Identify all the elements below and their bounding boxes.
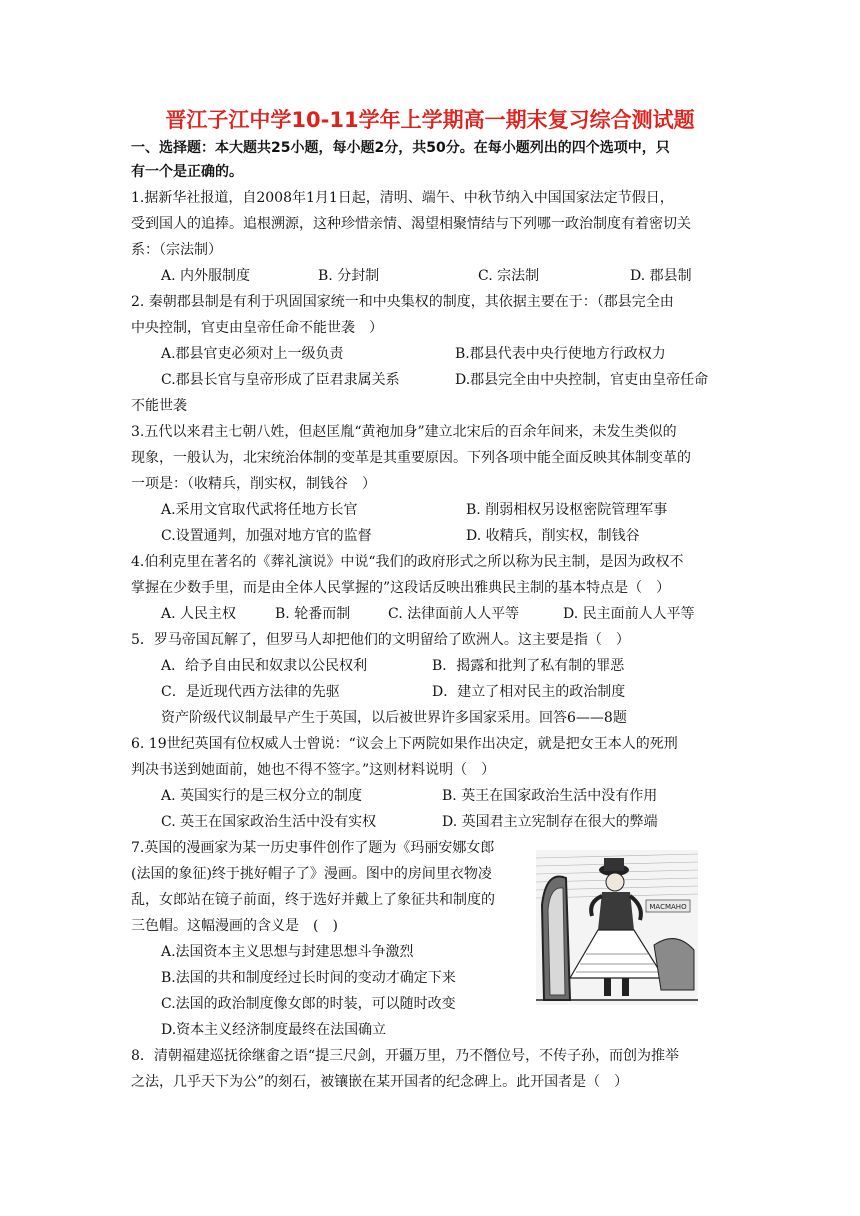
q4-text-line1: 4.伯利克里在著名的《葬礼演说》中说“我们的政府形式之所以称为民主制，是因为政权不 — [131, 554, 684, 570]
q4-option-d: D. 民主面前人人平等 — [563, 606, 695, 622]
q7-text-line4: 三色帽。这幅漫画的含义是 ( ) — [131, 918, 338, 934]
q3-text-line1: 3.五代以来君主七朝八姓，但赵匡胤“黄袍加身”建立北宋后的百余年间来，未发生类似的 — [131, 424, 677, 440]
q7-text-line3: 乱，女郎站在镜子前面，终于选好并戴上了象征共和制度的 — [131, 892, 495, 908]
q7-text-line1: 7.英国的漫画家为某一历史事件创作了题为《玛丽安娜女郎 — [131, 840, 495, 856]
q8-text-line1: 8．清朝福建巡抚徐继畬之语“提三尺剑，开疆万里，乃不僭位号，不传子孙，而创为推举 — [131, 1048, 680, 1064]
q8-text-line2: 之法，几乎天下为公”的刻石，被镶嵌在某开国者的纪念碑上。此开国者是（ ） — [131, 1074, 629, 1090]
intro-questions-6-8: 资产阶级代议制最早产生于英国，以后被世界许多国家采用。回答6——8题 — [161, 710, 627, 726]
q6-option-b: B. 英王在国家政治生活中没有作用 — [442, 788, 658, 804]
q5-text-line1: 5．罗马帝国瓦解了，但罗马人却把他们的文明留给了欧洲人。这主要是指（ ） — [131, 632, 630, 648]
section-heading-line2: 有一个是正确的。 — [131, 164, 243, 180]
q7-option-a: A.法国资本主义思想与封建思想斗争激烈 — [161, 944, 414, 960]
q6-text-line1: 6. 19世纪英国有位权威人士曾说：“议会上下两院如果作出决定，就是把女王本人的死刑 — [131, 736, 678, 752]
q5-option-b: B．揭露和批判了私有制的罪恶 — [432, 658, 625, 674]
cartoon-sign-text: MACMAHO — [649, 903, 687, 911]
q2-option-a: A.郡县官吏必须对上一级负责 — [161, 346, 344, 362]
q7-text-line2: (法国的象征)终于挑好帽子了》漫画。图中的房间里衣物凌 — [131, 866, 492, 882]
q4-option-c: C. 法律面前人人平等 — [388, 606, 520, 622]
page-title: 晋江子江中学10-11学年上学期高一期末复习综合测试题 — [165, 108, 695, 132]
q6-option-c: C. 英王在国家政治生活中没有实权 — [161, 814, 377, 830]
q2-option-d: D.郡县完全由中央控制，官吏由皇帝任命 — [455, 372, 709, 388]
q3-option-c: C.设置通判，加强对地方官的监督 — [161, 528, 372, 544]
q1-option-c: C. 宗法制 — [478, 268, 540, 284]
q2-text-line3: 不能世袭 — [131, 398, 187, 414]
q7-option-b: B.法国的共和制度经过长时间的变动才确定下来 — [161, 970, 456, 986]
q4-text-line2: 掌握在少数手里，而是由全体人民掌握的”这段话反映出雅典民主制的基本特点是（ ） — [131, 580, 671, 596]
q3-option-a: A.采用文官取代武将任地方长官 — [161, 502, 358, 518]
q3-option-b: B. 削弱相权另设枢密院管理军事 — [466, 502, 668, 518]
section-heading-line1: 一、选择题：本大题共25小题，每小题2分，共50分。在每小题列出的四个选项中，只 — [131, 140, 670, 156]
q1-option-b: B. 分封制 — [318, 268, 380, 284]
q2-text-line1: 2. 秦朝郡县制是有利于巩固国家统一和中央集权的制度，其依据主要在于：（郡县完全由 — [131, 294, 674, 310]
q1-option-d: D. 郡县制 — [630, 268, 692, 284]
q2-option-b: B.郡县代表中央行使地方行政权力 — [455, 346, 666, 362]
q6-option-d: D. 英国君主立宪制存在很大的弊端 — [442, 814, 658, 830]
q2-option-c: C.郡县长官与皇帝形成了臣君隶属关系 — [161, 372, 400, 388]
q1-text-line3: 系：（宗法制） — [131, 242, 222, 258]
marianne-cartoon-image — [536, 850, 698, 1005]
q6-option-a: A. 英国实行的是三权分立的制度 — [161, 788, 363, 804]
q6-text-line2: 判决书送到她面前，她也不得不签字。”这则材料说明（ ） — [131, 762, 496, 778]
q5-option-d: D．建立了相对民主的政治制度 — [432, 684, 626, 700]
q4-option-b: B. 轮番而制 — [275, 606, 351, 622]
q7-option-c: C.法国的政治制度像女郎的时装，可以随时改变 — [161, 996, 456, 1012]
q5-option-c: C．是近现代西方法律的先驱 — [161, 684, 340, 700]
q4-option-a: A. 人民主权 — [161, 606, 237, 622]
q3-text-line3: 一项是：（收精兵，削实权，制钱谷 ） — [131, 476, 376, 492]
q1-option-a: A. 内外服制度 — [161, 268, 251, 284]
q2-text-line2: 中央控制，官吏由皇帝任命不能世袭 ） — [131, 320, 383, 336]
q7-option-d: D.资本主义经济制度最终在法国确立 — [161, 1022, 387, 1038]
q1-text-line2: 受到国人的追捧。追根溯源，这种珍惜亲情、渴望相聚情结与下列哪一政治制度有着密切关 — [131, 216, 691, 232]
q3-option-d: D. 收精兵，削实权，制钱谷 — [466, 528, 640, 544]
q5-option-a: A．给予自由民和奴隶以公民权利 — [161, 658, 368, 674]
q1-text-line1: 1.据新华社报道，自2008年1月1日起，清明、端午、中秋节纳入中国国家法定节假日， — [131, 190, 674, 206]
q3-text-line2: 现象，一般认为，北宋统治体制的变革是其重要原因。下列各项中能全面反映其体制变革的 — [131, 450, 691, 466]
